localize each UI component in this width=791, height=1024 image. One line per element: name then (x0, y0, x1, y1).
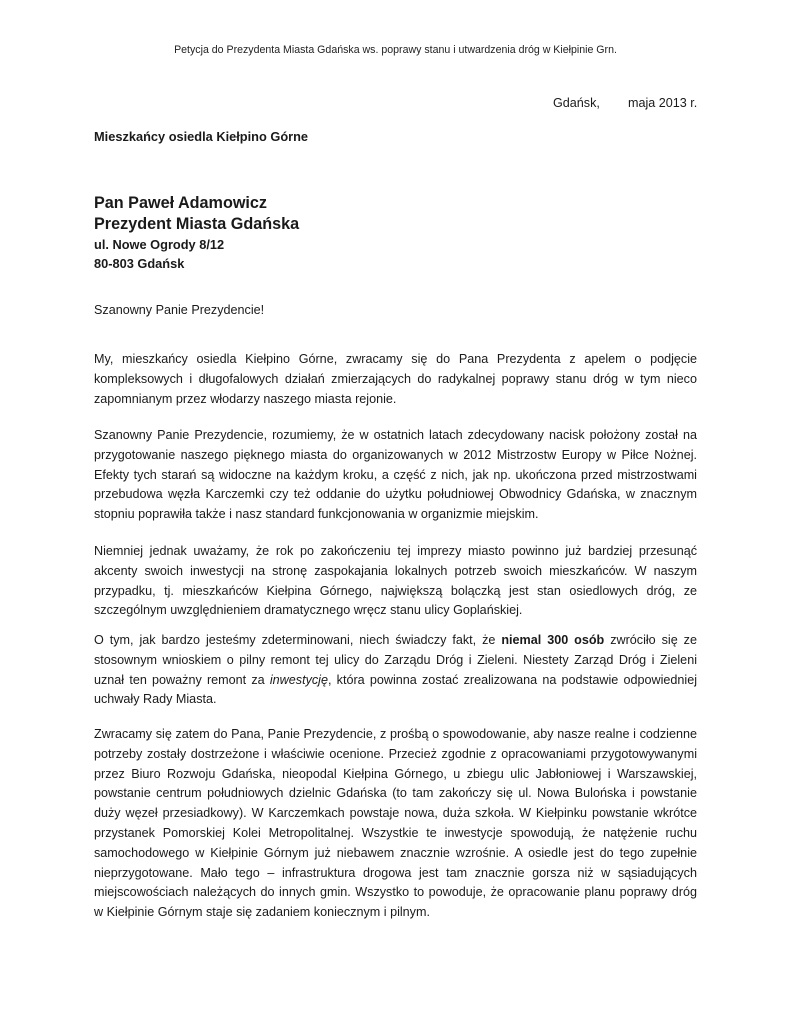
paragraph-3: Niemniej jednak uważamy, że rok po zakończeniu tej imprezy miasto powinno już bardziej przesunąć akcenty swoich inwestycji na stronę zaspokajania lokalnych potrzeb swoich mieszkańców. W naszym przypadku, tj. mieszkańców Kiełpina Górnego, największą bolączką jest stan osiedlowych dróg, ze szczególnym uwzględnieniem dramatycznego wręcz stanu ulicy Goplańskiej. (94, 544, 697, 618)
running-header: Petycja do Prezydenta Miasta Gdańska ws. poprawy stanu i utwardzenia dróg w Kiełpinie Grn. (174, 44, 617, 56)
paragraph-5: Zwracamy się zatem do Pana, Panie Prezydencie, z prośbą o spowodowanie, aby nasze realne i codzienne potrzeby zostały dostrzeżone i właściwie ocenione. Przecież zgodnie z opracowaniami przygotowywanymi przez Biuro Rozwoju Gdańska, nieopodal Kiełpina Górnego, u zbiegu ulic Jabłoniowej i Warszawskiej, powstanie centrum południowych dzielnic Gdańska (to tam zakończy się ul. Nowa Bulońska i powstanie duży węzeł przesiadkowy). W Karczemkach powstaje nowa, duża szkoła. W Kiełpinku powstanie wkrótce przystanek Pomorskiej Kolei Metropolitalnej. Wszystkie te inwestycje spowodują, że natężenie ruchu samochodowego w Kiełpinie Górnym już niebawem znacznie wzrośnie. A osiedle jest do tego zupełnie nieprzygotowane. Mało tego – infrastruktura drogowa jest tam znacznie gorsza niż w sąsiadujących miejscowościach należących do innych gmin. Wszystko to powoduje, że opracowanie planu poprawy dróg w Kiełpinie Górnym staje się zadaniem koniecznym i pilnym. (94, 727, 697, 920)
paragraph-4-italic: inwestycję (269, 672, 328, 687)
sender: Mieszkańcy osiedla Kiełpino Górne (94, 129, 309, 144)
recipient-office: Prezydent Miasta Gdańska (94, 215, 300, 233)
paragraph-4-bold: niemal 300 osób (501, 633, 605, 647)
date-place: Gdańsk, (553, 96, 600, 110)
salutation: Szanowny Panie Prezydencie! (94, 303, 265, 317)
paragraph-1: My, mieszkańcy osiedla Kiełpino Górne, zwracamy się do Pana Prezydenta z apelem o podjęcie kompleksowych i długofalowych działań zmierzających do radykalnej poprawy stanu dróg w tym nieco zapomnianym przez włodarzy naszego miasta rejonie. (94, 352, 697, 406)
paragraph-4-text-b: zwróciło się ze stosownym wnioskiem o pilny remont tej ulicy do Zarządu Dróg i Zieleni. Niestety Zarząd Dróg i Zieleni uznał ten poważny remont za (94, 633, 697, 687)
date-month-year: maja 2013 r. (628, 96, 698, 110)
paragraph-2: Szanowny Panie Prezydencie, rozumiemy, że w ostatnich latach zdecydowany nacisk położony został na przygotowanie naszego pięknego miasta do organizowanych w 2012 Mistrzostw Europy w Piłce Nożnej. Efekty tych starań są widoczne na każdym kroku, a część z nich, jak np. ukończona przed mistrzostwami przebudowa węzła Karczemki czy też oddanie do użytku południowej Obwodnicy Gdańska, w znacznym stopniu poprawiła także i nasz standard funkcjonowania w organizmie miejskim. (94, 428, 697, 522)
paragraph-4-text-c: , która powinna zostać zrealizowana na podstawie odpowiedniej uchwały Rady Miasta. (94, 672, 697, 707)
recipient-block (94, 193, 299, 273)
date-line (553, 96, 703, 110)
recipient-city: 80-803 Gdańsk (94, 256, 185, 271)
paragraph-4 (94, 631, 697, 710)
recipient-street: ul. Nowe Ogrody 8/12 (94, 237, 225, 252)
paragraph-4-text-a: O tym, jak bardzo jesteśmy zdeterminowani, niech świadczy fakt, że (94, 633, 502, 647)
recipient-name: Pan Paweł Adamowicz (94, 194, 268, 212)
